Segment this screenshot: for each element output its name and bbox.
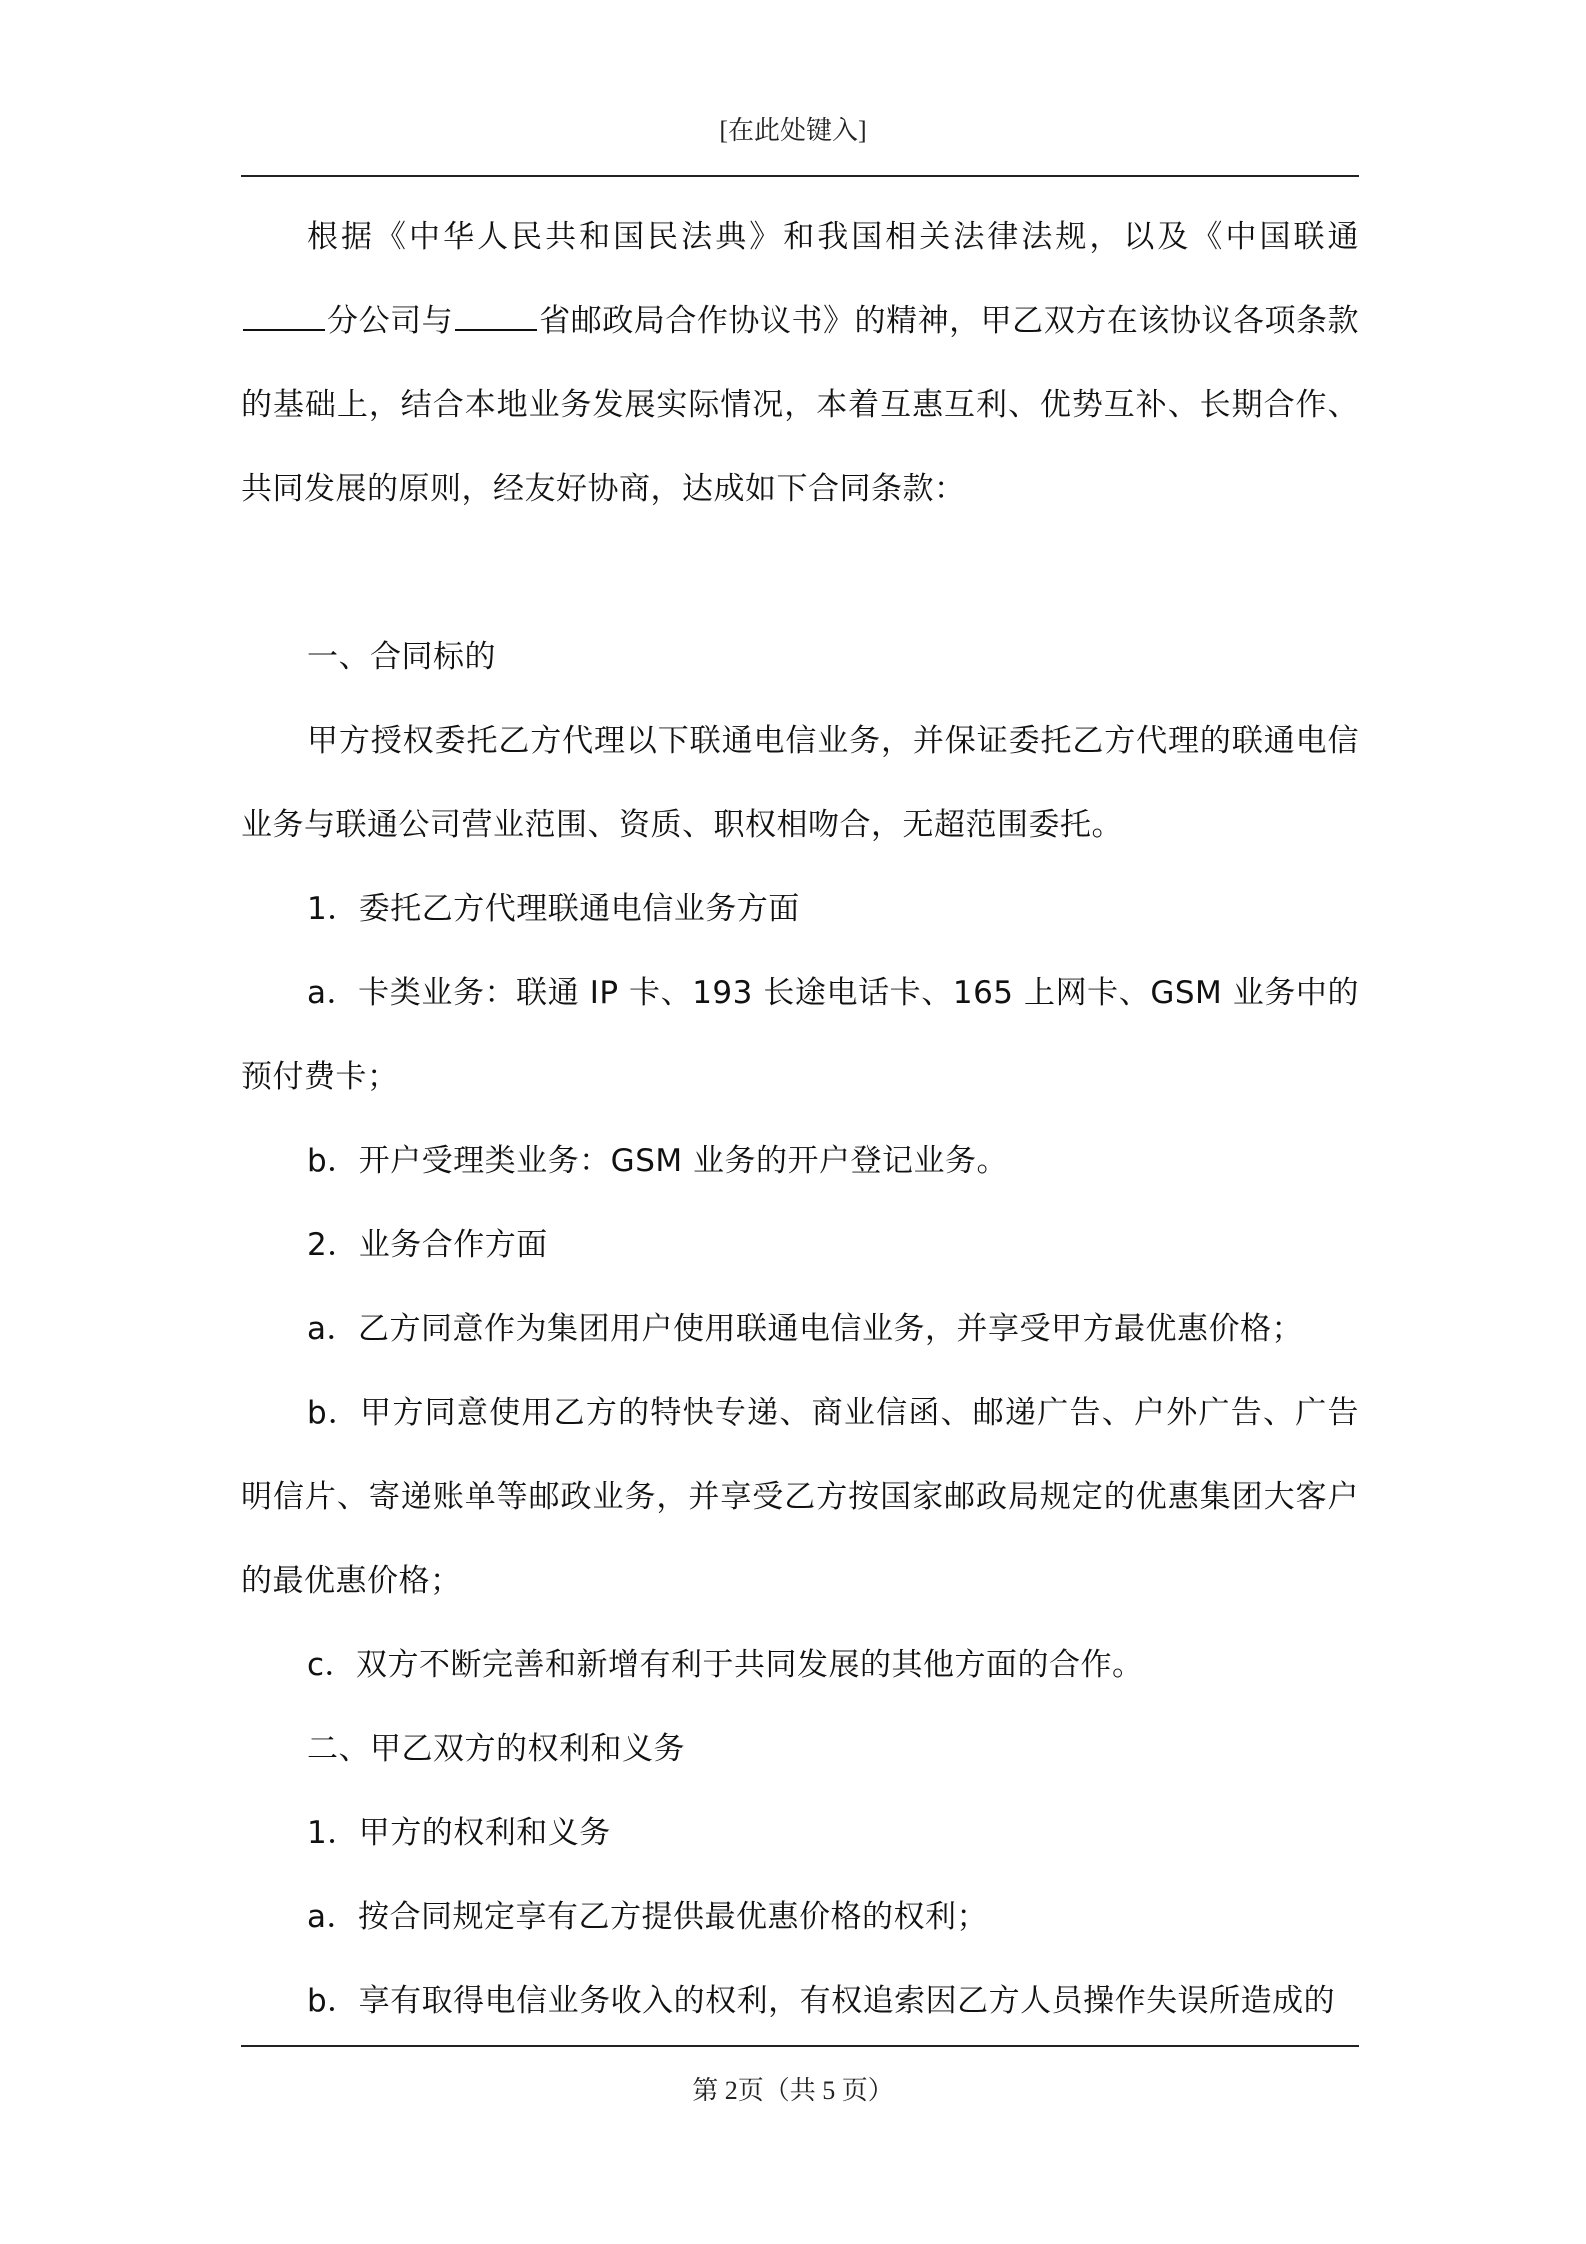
intro-text-3: 省邮政局合作协议书》的精神，甲乙双方在该协议各项条款的基础上，结合本地业务发展实际情况，本着互惠互利、优势互补、长期合作、共同发展的原则，经友好协商，达成如下合同条款： — [241, 303, 1360, 507]
paragraph: b．甲方同意使用乙方的特快专递、商业信函、邮递广告、户外广告、广告明信片、寄递账单等邮政业务，并享受乙方按国家邮政局规定的优惠集团大客户的最优惠价格； — [241, 1395, 1359, 1599]
header-divider — [241, 175, 1359, 177]
paragraph: a．乙方同意作为集团用户使用联通电信业务，并享受甲方最优惠价格； — [307, 1311, 1303, 1347]
item-heading: 1．甲方的权利和义务 — [307, 1815, 611, 1851]
paragraph: a．按合同规定享有乙方提供最优惠价格的权利； — [307, 1899, 988, 1935]
page-header: [在此处键入] — [719, 116, 867, 145]
paragraph: 甲方授权委托乙方代理以下联通电信业务，并保证委托乙方代理的联通电信业务与联通公司营业范围、资质、职权相吻合，无超范围委托。 — [241, 723, 1359, 843]
item-heading: 1．委托乙方代理联通电信业务方面 — [307, 891, 800, 927]
paragraph: c．双方不断完善和新增有利于共同发展的其他方面的合作。 — [307, 1647, 1144, 1683]
item-heading: 2．业务合作方面 — [307, 1227, 548, 1263]
fill-in-blank — [455, 329, 537, 331]
page-footer: 第 2页（共 5 页） — [692, 2076, 894, 2105]
paragraph: b．开户受理类业务：GSM 业务的开户登记业务。 — [307, 1143, 1008, 1179]
section-heading: 二、甲乙双方的权利和义务 — [307, 1731, 685, 1767]
intro-text-1: 根据《中华人民共和国民法典》和我国相关法律法规，以及《中国联通 — [307, 219, 1359, 255]
intro-text-2: 分公司与 — [327, 303, 454, 339]
paragraph: b．享有取得电信业务收入的权利，有权追索因乙方人员操作失误所造成的 — [307, 1983, 1336, 2019]
document-body — [241, 195, 1359, 2043]
intro-paragraph — [241, 195, 1359, 531]
section-heading: 一、合同标的 — [307, 639, 496, 675]
paragraph: a．卡类业务：联通 IP 卡、193 长途电话卡、165 上网卡、GSM 业务中的预付费卡； — [241, 975, 1359, 1095]
fill-in-blank — [243, 329, 325, 331]
footer-divider — [241, 2045, 1359, 2047]
